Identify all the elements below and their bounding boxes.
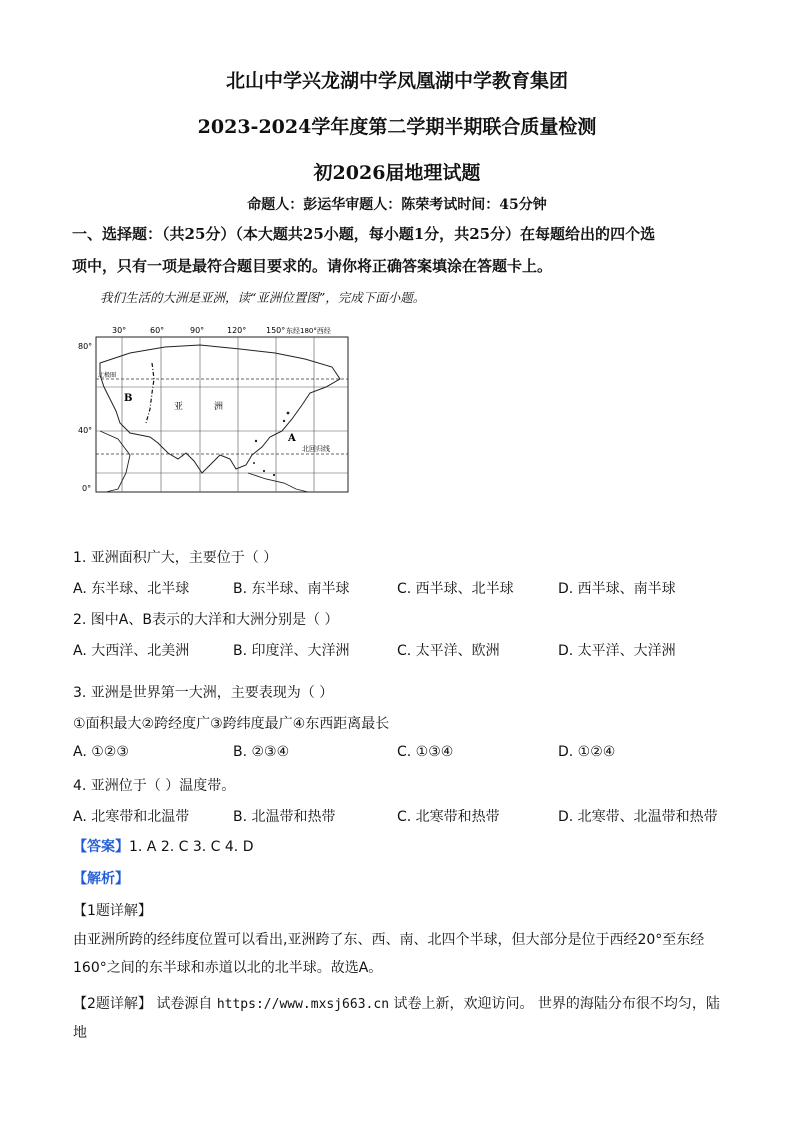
q4-option-a[interactable]: A. 北寒带和北温带 <box>73 809 190 825</box>
q2-option-a[interactable]: A. 大西洋、北美洲 <box>73 643 190 659</box>
detail-2-post: 试卷上新，欢迎访问。 世界的海陆分布很不均匀，陆地 <box>73 996 720 1041</box>
lat-label-0: 0° <box>82 484 92 493</box>
q3-option-a[interactable]: A. ①②③ <box>73 744 129 760</box>
lon-label-30: 30° <box>112 326 127 335</box>
lon-label-180: 东经180°西经 <box>286 327 331 335</box>
europe-asia-boundary <box>146 363 154 423</box>
special-latitudes <box>96 379 348 454</box>
section-heading <box>72 218 732 282</box>
analysis-label: 【解析】 <box>73 871 129 887</box>
q1-option-b[interactable]: B. 东半球、南半球 <box>233 581 350 597</box>
lon-label-120: 120° <box>227 326 247 335</box>
q4-option-b[interactable]: B. 北温带和热带 <box>233 809 336 825</box>
q4-option-c[interactable]: C. 北寒带和热带 <box>397 809 500 825</box>
label-a: A <box>288 433 296 444</box>
question-1-stem: 1. 亚洲面积广大，主要位于（ ） <box>73 550 278 566</box>
tropic-label: 北回归线 <box>302 445 330 453</box>
lon-label-90: 90° <box>190 326 205 335</box>
lon-label-150: 150° <box>266 326 286 335</box>
q1-option-d[interactable]: D. 西半球、南半球 <box>558 581 676 597</box>
exam-title: 2023-2024学年度第二学期半期联合质量检测 <box>197 116 597 138</box>
islands-outline <box>248 473 308 492</box>
arctic-circle-label: 北极圈 <box>98 372 117 379</box>
q2-option-b[interactable]: B. 印度洋、大洋洲 <box>233 643 350 659</box>
q1-option-c[interactable]: C. 西半球、北半球 <box>397 581 514 597</box>
detail-2-label: 【2题详解】 <box>73 996 152 1012</box>
detail-1-line1: 由亚洲所跨的经纬度位置可以看出,亚洲跨了东、西、南、北四个半球，但大部分是位于西经20°至东经 <box>73 932 705 948</box>
exam-meta: 命题人：彭运华审题人：陈荣考试时间：45分钟 <box>247 197 547 213</box>
detail-1-label: 【1题详解】 <box>73 903 152 919</box>
label-b: B <box>124 393 133 404</box>
label-asia-2: 洲 <box>214 402 224 412</box>
africa-outline <box>100 431 130 492</box>
island-dots <box>253 412 289 476</box>
lon-label-60: 60° <box>150 326 165 335</box>
answer-line <box>73 836 254 856</box>
question-4-stem: 4. 亚洲位于（ ）温度带。 <box>73 778 236 794</box>
detail-2-text <box>73 990 723 1047</box>
question-3-stem: 3. 亚洲是世界第一大洲，主要表现为（ ） <box>73 685 334 701</box>
section-heading-line2: 项中，只有一项是最符合题目要求的。请你将正确答案填涂在答题卡上。 <box>72 257 553 275</box>
question-intro: 我们生活的大洲是亚洲，读“亚洲位置图”，完成下面小题。 <box>100 290 426 305</box>
question-3-statements: ①面积最大②跨经度广③跨纬度最广④东西距离最长 <box>73 716 390 732</box>
answer-label: 【答案】 <box>73 839 129 855</box>
detail-1-line2: 160°之间的东半球和赤道以北的北半球。故选A。 <box>73 960 383 976</box>
q3-option-b[interactable]: B. ②③④ <box>233 744 290 760</box>
lat-label-40: 40° <box>78 426 93 435</box>
detail-2-pre: 试卷源自 <box>156 996 213 1012</box>
q3-option-c[interactable]: C. ①③④ <box>397 744 454 760</box>
asia-location-map <box>70 323 360 523</box>
source-link[interactable]: https://www.mxsj663.cn <box>216 997 390 1012</box>
q3-option-d[interactable]: D. ①②④ <box>558 744 616 760</box>
q2-option-d[interactable]: D. 太平洋、大洋洲 <box>558 643 676 659</box>
school-title: 北山中学兴龙湖中学凤凰湖中学教育集团 <box>225 70 568 92</box>
q1-option-a[interactable]: A. 东半球、北半球 <box>73 581 190 597</box>
question-2-stem: 2. 图中A、B表示的大洋和大洲分别是（ ） <box>73 612 339 628</box>
label-asia-1: 亚 <box>174 402 184 412</box>
q2-option-c[interactable]: C. 太平洋、欧洲 <box>397 643 500 659</box>
lat-label-80: 80° <box>78 342 93 351</box>
answer-text: 1. A 2. C 3. C 4. D <box>129 839 254 855</box>
q4-option-d[interactable]: D. 北寒带、北温带和热带 <box>558 809 718 825</box>
detail-1-text <box>73 926 723 982</box>
section-heading-line1: 一、选择题：（共25分）（本大题共25小题，每小题1分，共25分）在每题给出的四个选 <box>72 225 656 243</box>
subject-title: 初2026届地理试题 <box>313 162 481 184</box>
